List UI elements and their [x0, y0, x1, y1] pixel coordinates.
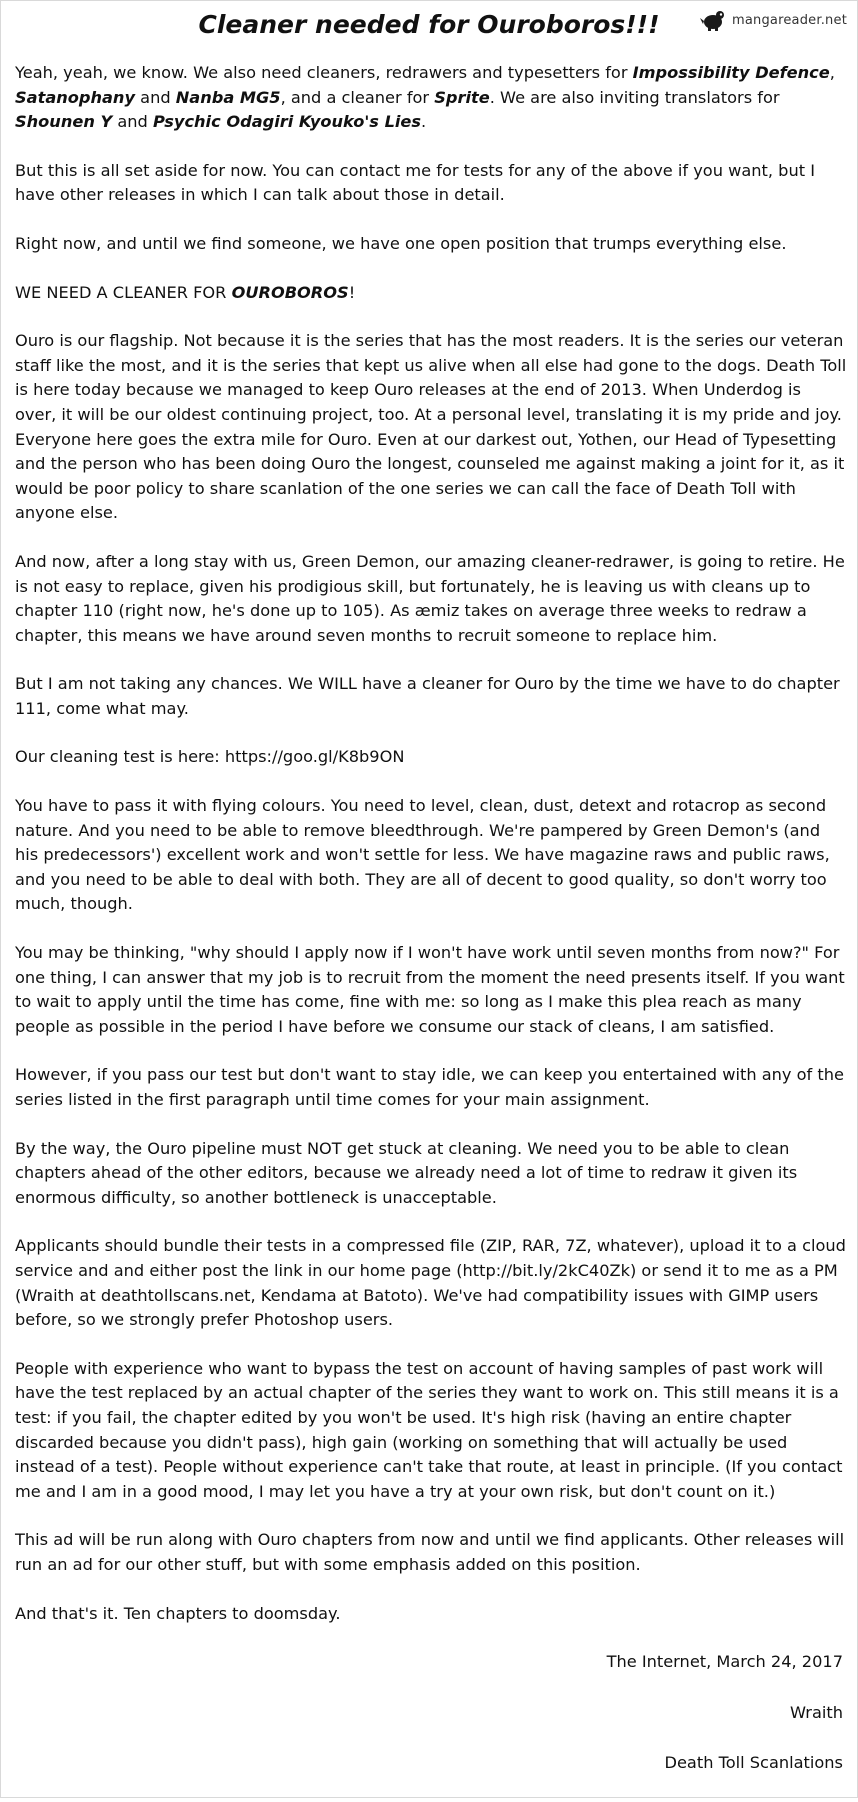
article-body — [15, 61, 847, 1802]
site-logo — [700, 9, 847, 31]
series-title: OUROBOROS — [231, 282, 349, 302]
mascot-icon — [700, 9, 728, 31]
signature-group: Death Toll Scanlations — [664, 1753, 843, 1773]
logo-text: mangareader.net — [732, 12, 847, 28]
paragraph-retire: And now, after a long stay with us, Green Demon, our amazing cleaner-redrawer, is going to retire. He is not easy to replace, given his prodigious skill, but fortunately, he is leaving us with cleans up to chapter 110 (right now, he's done up to 105). As æmiz takes on average three weeks to redraw a chapter, this means we have around seven months to recruit someone to replace him. — [15, 551, 845, 645]
paragraph-experience: People with experience who want to bypass the test on account of having samples of past work will have the test replaced by an actual chapter of the series they want to work on. This still means it is a test: if you fail, the chapter edited by you won't be used. It's high risk (having an entire chapter discarded because you didn't pass), high gain (working on something that will actually be used instead of a test). People without experience can't take that route, at least in principle. (If you contact me and I am in a good mood, I may let you have a try at your own risk, but don't count on it.) — [15, 1358, 843, 1501]
paragraph-intro: Yeah, yeah, we know. We also need cleaners, redrawers and typesetters for Impossibility Defence, Satanophany and Nanba MG5, and a cleaner for Sprite. We are also inviting translators for Shounen Y and Psychic Odagiri Kyouko's Lies. — [15, 63, 835, 132]
series-title: Impossibility Defence — [632, 63, 830, 82]
paragraph-thinking: You may be thinking, "why should I apply now if I won't have work until seven months from now?" For one thing, I can answer that my job is to recruit from the moment the need presents itself. If you want to wait to apply until the time has come, fine with me: so long as I make this plea reach as many people as possible in the period I have before we consume our stack of cleans, I am satisfied. — [15, 943, 845, 1036]
paragraph-ad: This ad will be run along with Ouro chapters from now and until we find applicants. Other releases will run an ad for our other stuff, but with some emphasis added on this position. — [15, 1530, 845, 1574]
paragraph-chances: But I am not taking any chances. We WILL have a cleaner for Ouro by the time we have to do chapter 111, come what may. — [15, 674, 840, 718]
page-title: Cleaner needed for Ouroboros!!! — [198, 10, 660, 39]
paragraph-requirements: You have to pass it with flying colours. You need to level, clean, dust, detext and rotacrop as second nature. And you need to be able to remove bleedthrough. We're pampered by Green Demon's (and his predecessors') excellent work and won't settle for less. We have magazine raws and public raws, and you need to be able to deal with both. They are all of decent to good quality, so don't worry too much, though. — [15, 796, 830, 914]
series-title: Satanophany — [15, 87, 135, 107]
paragraph-closing: And that's it. Ten chapters to doomsday. — [15, 1603, 341, 1623]
paragraph-flagship: Ouro is our flagship. Not because it is the series that has the most readers. It is the series our veteran staff like the most, and it is the series that kept us alive when all else had gone to the dogs. Death Toll is here today because we managed to keep Ouro releases at the end of 2013. When Underdog is over, it will be our oldest continuing project, too. At a personal level, translating it is my pride and joy. Everyone here goes the extra mile for Ouro. Even at our darkest out, Yothen, our Head of Typesetting and the person who has been doing Ouro the longest, counseled me against making a joint for it, as it would be poor policy to share scanlation of the one series we can call the face of Death Toll with anyone else. — [15, 331, 847, 523]
paragraph-right-now: Right now, and until we find someone, we have one open position that trumps everything else. — [15, 233, 787, 253]
series-title: Shounen Y — [15, 112, 113, 132]
signature-place-date: The Internet, March 24, 2017 — [606, 1652, 843, 1672]
paragraph-pipeline: By the way, the Ouro pipeline must NOT get stuck at cleaning. We need you to be able to clean chapters ahead of the other editors, because we already need a lot of time to redraw it given its enormous difficulty, so another bottleneck is unacceptable. — [15, 1138, 798, 1207]
paragraph-need-cleaner: WE NEED A CLEANER FOR OUROBOROS! — [15, 282, 356, 302]
series-title: Nanba MG5 — [175, 87, 281, 107]
series-title: Psychic Odagiri Kyouko's Lies — [152, 112, 422, 132]
paragraph-applicants: Applicants should bundle their tests in a compressed file (ZIP, RAR, 7Z, whatever), upload it to a cloud service and and either post the link in our home page (http://bit.ly/2kC40Zk) or send it to me as a PM (Wraith at deathtollscans.net, Kendama at Batoto). We've had compatibility issues with GIMP users before, so we strongly prefer Photoshop users. — [15, 1236, 846, 1330]
series-title: Sprite — [434, 87, 490, 107]
paragraph-test-link: Our cleaning test is here: https://goo.gl/K8b9ON — [15, 747, 405, 767]
paragraph-aside: But this is all set aside for now. You can contact me for tests for any of the above if you want, but I have other releases in which I can talk about those in detail. — [15, 160, 815, 205]
signature-author: Wraith — [790, 1702, 843, 1722]
paragraph-idle: However, if you pass our test but don't want to stay idle, we can keep you entertained with any of the series listed in the first paragraph until time comes for your main assignment. — [15, 1065, 844, 1109]
